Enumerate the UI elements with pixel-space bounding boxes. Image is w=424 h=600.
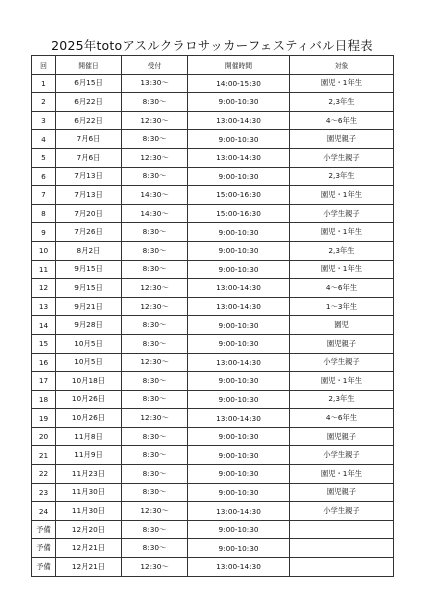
cell-date: 7月13日 bbox=[56, 186, 122, 205]
cell-date: 6月15日 bbox=[56, 74, 122, 93]
cell-round: 22 bbox=[32, 465, 56, 484]
cell-round: 2 bbox=[32, 93, 56, 112]
table-row bbox=[32, 186, 394, 205]
cell-reception: 8:30～ bbox=[122, 483, 188, 502]
cell-target: 1～3年生 bbox=[290, 297, 394, 316]
cell-target: 園児親子 bbox=[290, 427, 394, 446]
cell-target: 小学生親子 bbox=[290, 353, 394, 372]
cell-date: 7月13日 bbox=[56, 167, 122, 186]
table-row bbox=[32, 204, 394, 223]
header-time: 開催時間 bbox=[188, 56, 290, 75]
cell-target: 園児・1年生 bbox=[290, 186, 394, 205]
schedule-table bbox=[31, 55, 394, 577]
cell-time: 14:00-15:30 bbox=[188, 74, 290, 93]
cell-time: 9:00-10:30 bbox=[188, 316, 290, 335]
table-row bbox=[32, 353, 394, 372]
cell-target: 4～6年生 bbox=[290, 279, 394, 298]
cell-date: 12月21日 bbox=[56, 558, 122, 577]
cell-round: 14 bbox=[32, 316, 56, 335]
cell-reception: 12:30～ bbox=[122, 279, 188, 298]
cell-date: 9月28日 bbox=[56, 316, 122, 335]
cell-reception: 8:30～ bbox=[122, 130, 188, 149]
cell-reception: 12:30～ bbox=[122, 502, 188, 521]
cell-reception: 14:30～ bbox=[122, 204, 188, 223]
cell-date: 12月20日 bbox=[56, 520, 122, 539]
cell-round: 13 bbox=[32, 297, 56, 316]
table-row bbox=[32, 502, 394, 521]
cell-time: 9:00-10:30 bbox=[188, 483, 290, 502]
cell-time: 9:00-10:30 bbox=[188, 241, 290, 260]
table-row bbox=[32, 130, 394, 149]
cell-target bbox=[290, 539, 394, 558]
cell-target: 4～6年生 bbox=[290, 409, 394, 428]
cell-target: 2,3年生 bbox=[290, 93, 394, 112]
cell-time: 9:00-10:30 bbox=[188, 223, 290, 242]
table-row bbox=[32, 148, 394, 167]
cell-date: 9月21日 bbox=[56, 297, 122, 316]
cell-date: 11月23日 bbox=[56, 465, 122, 484]
cell-date: 7月26日 bbox=[56, 223, 122, 242]
cell-date: 11月8日 bbox=[56, 427, 122, 446]
table-row bbox=[32, 465, 394, 484]
cell-date: 12月21日 bbox=[56, 539, 122, 558]
table-row bbox=[32, 446, 394, 465]
cell-date: 7月20日 bbox=[56, 204, 122, 223]
cell-time: 13:00-14:30 bbox=[188, 148, 290, 167]
table-row bbox=[32, 390, 394, 409]
cell-reception: 8:30～ bbox=[122, 390, 188, 409]
cell-target: 小学生親子 bbox=[290, 502, 394, 521]
cell-reception: 12:30～ bbox=[122, 148, 188, 167]
cell-round: 20 bbox=[32, 427, 56, 446]
cell-date: 10月18日 bbox=[56, 372, 122, 391]
table-row bbox=[32, 316, 394, 335]
table-row bbox=[32, 167, 394, 186]
cell-date: 10月5日 bbox=[56, 334, 122, 353]
cell-reception: 12:30～ bbox=[122, 111, 188, 130]
cell-target: 園児・1年生 bbox=[290, 465, 394, 484]
cell-reception: 14:30～ bbox=[122, 186, 188, 205]
cell-target: 園児・1年生 bbox=[290, 74, 394, 93]
table-row bbox=[32, 558, 394, 577]
cell-time: 13:00-14:30 bbox=[188, 111, 290, 130]
cell-date: 9月15日 bbox=[56, 260, 122, 279]
cell-reception: 8:30～ bbox=[122, 316, 188, 335]
header-round: 回 bbox=[32, 56, 56, 75]
cell-target: 4～6年生 bbox=[290, 111, 394, 130]
cell-target: 2,3年生 bbox=[290, 167, 394, 186]
table-row bbox=[32, 223, 394, 242]
table-row bbox=[32, 334, 394, 353]
cell-target bbox=[290, 558, 394, 577]
cell-round: 16 bbox=[32, 353, 56, 372]
cell-reception: 13:30～ bbox=[122, 74, 188, 93]
cell-reception: 8:30～ bbox=[122, 520, 188, 539]
cell-reception: 8:30～ bbox=[122, 223, 188, 242]
cell-round: 17 bbox=[32, 372, 56, 391]
cell-time: 9:00-10:30 bbox=[188, 390, 290, 409]
cell-round: 予備 bbox=[32, 558, 56, 577]
cell-target: 園児・1年生 bbox=[290, 223, 394, 242]
cell-target: 園児親子 bbox=[290, 130, 394, 149]
cell-time: 13:00-14:30 bbox=[188, 297, 290, 316]
cell-reception: 12:30～ bbox=[122, 353, 188, 372]
table-row bbox=[32, 520, 394, 539]
table-row bbox=[32, 279, 394, 298]
cell-target: 2,3年生 bbox=[290, 390, 394, 409]
table-body bbox=[32, 74, 394, 576]
cell-date: 6月22日 bbox=[56, 111, 122, 130]
table-row bbox=[32, 241, 394, 260]
cell-reception: 8:30～ bbox=[122, 465, 188, 484]
table-row bbox=[32, 483, 394, 502]
header-date: 開催日 bbox=[56, 56, 122, 75]
cell-time: 9:00-10:30 bbox=[188, 427, 290, 446]
cell-time: 9:00-10:30 bbox=[188, 167, 290, 186]
cell-time: 9:00-10:30 bbox=[188, 520, 290, 539]
cell-time: 13:00-14:30 bbox=[188, 353, 290, 372]
cell-target: 園児・1年生 bbox=[290, 260, 394, 279]
cell-target: 2,3年生 bbox=[290, 241, 394, 260]
cell-reception: 8:30～ bbox=[122, 93, 188, 112]
table-row bbox=[32, 427, 394, 446]
header-reception: 受付 bbox=[122, 56, 188, 75]
cell-round: 11 bbox=[32, 260, 56, 279]
cell-round: 5 bbox=[32, 148, 56, 167]
table-row bbox=[32, 297, 394, 316]
cell-round: 8 bbox=[32, 204, 56, 223]
cell-round: 予備 bbox=[32, 520, 56, 539]
cell-time: 13:00-14:30 bbox=[188, 409, 290, 428]
table-row bbox=[32, 93, 394, 112]
cell-round: 10 bbox=[32, 241, 56, 260]
cell-round: 21 bbox=[32, 446, 56, 465]
cell-reception: 8:30～ bbox=[122, 539, 188, 558]
cell-round: 1 bbox=[32, 74, 56, 93]
cell-date: 10月5日 bbox=[56, 353, 122, 372]
cell-time: 9:00-10:30 bbox=[188, 446, 290, 465]
cell-round: 7 bbox=[32, 186, 56, 205]
cell-time: 9:00-10:30 bbox=[188, 465, 290, 484]
cell-date: 11月30日 bbox=[56, 483, 122, 502]
cell-target: 小学生親子 bbox=[290, 446, 394, 465]
cell-target: 園児・1年生 bbox=[290, 372, 394, 391]
cell-reception: 12:30～ bbox=[122, 558, 188, 577]
cell-round: 15 bbox=[32, 334, 56, 353]
table-row bbox=[32, 372, 394, 391]
cell-round: 予備 bbox=[32, 539, 56, 558]
cell-date: 6月22日 bbox=[56, 93, 122, 112]
cell-reception: 8:30～ bbox=[122, 446, 188, 465]
page-title: 2025年totoアスルクラロサッカーフェスティバル日程表 bbox=[51, 38, 373, 53]
cell-time: 9:00-10:30 bbox=[188, 93, 290, 112]
cell-round: 3 bbox=[32, 111, 56, 130]
cell-round: 9 bbox=[32, 223, 56, 242]
cell-target: 園児親子 bbox=[290, 334, 394, 353]
cell-round: 6 bbox=[32, 167, 56, 186]
cell-target: 小学生親子 bbox=[290, 148, 394, 167]
cell-date: 10月26日 bbox=[56, 409, 122, 428]
cell-target: 園児親子 bbox=[290, 483, 394, 502]
cell-reception: 8:30～ bbox=[122, 372, 188, 391]
table-row bbox=[32, 409, 394, 428]
cell-date: 7月6日 bbox=[56, 130, 122, 149]
cell-round: 23 bbox=[32, 483, 56, 502]
cell-round: 4 bbox=[32, 130, 56, 149]
cell-time: 13:00-14:30 bbox=[188, 279, 290, 298]
table-row bbox=[32, 539, 394, 558]
table-row bbox=[32, 260, 394, 279]
cell-round: 19 bbox=[32, 409, 56, 428]
cell-reception: 8:30～ bbox=[122, 334, 188, 353]
cell-time: 9:00-10:30 bbox=[188, 260, 290, 279]
cell-date: 8月2日 bbox=[56, 241, 122, 260]
cell-reception: 8:30～ bbox=[122, 241, 188, 260]
cell-reception: 8:30～ bbox=[122, 167, 188, 186]
cell-round: 12 bbox=[32, 279, 56, 298]
cell-round: 24 bbox=[32, 502, 56, 521]
cell-time: 13:00-14:30 bbox=[188, 502, 290, 521]
table-header-row bbox=[32, 56, 394, 75]
cell-reception: 8:30～ bbox=[122, 427, 188, 446]
header-target: 対象 bbox=[290, 56, 394, 75]
cell-time: 13:00-14:30 bbox=[188, 558, 290, 577]
cell-date: 7月6日 bbox=[56, 148, 122, 167]
cell-time: 15:00-16:30 bbox=[188, 186, 290, 205]
cell-reception: 12:30～ bbox=[122, 409, 188, 428]
table-row bbox=[32, 111, 394, 130]
cell-target: 園児 bbox=[290, 316, 394, 335]
cell-target: 小学生親子 bbox=[290, 204, 394, 223]
cell-time: 9:00-10:30 bbox=[188, 539, 290, 558]
cell-round: 18 bbox=[32, 390, 56, 409]
cell-date: 10月26日 bbox=[56, 390, 122, 409]
table-row bbox=[32, 74, 394, 93]
cell-target bbox=[290, 520, 394, 539]
cell-time: 9:00-10:30 bbox=[188, 334, 290, 353]
cell-date: 11月30日 bbox=[56, 502, 122, 521]
cell-reception: 12:30～ bbox=[122, 297, 188, 316]
cell-reception: 8:30～ bbox=[122, 260, 188, 279]
cell-time: 9:00-10:30 bbox=[188, 130, 290, 149]
cell-time: 9:00-10:30 bbox=[188, 372, 290, 391]
cell-time: 15:00-16:30 bbox=[188, 204, 290, 223]
cell-date: 11月9日 bbox=[56, 446, 122, 465]
cell-date: 9月15日 bbox=[56, 279, 122, 298]
